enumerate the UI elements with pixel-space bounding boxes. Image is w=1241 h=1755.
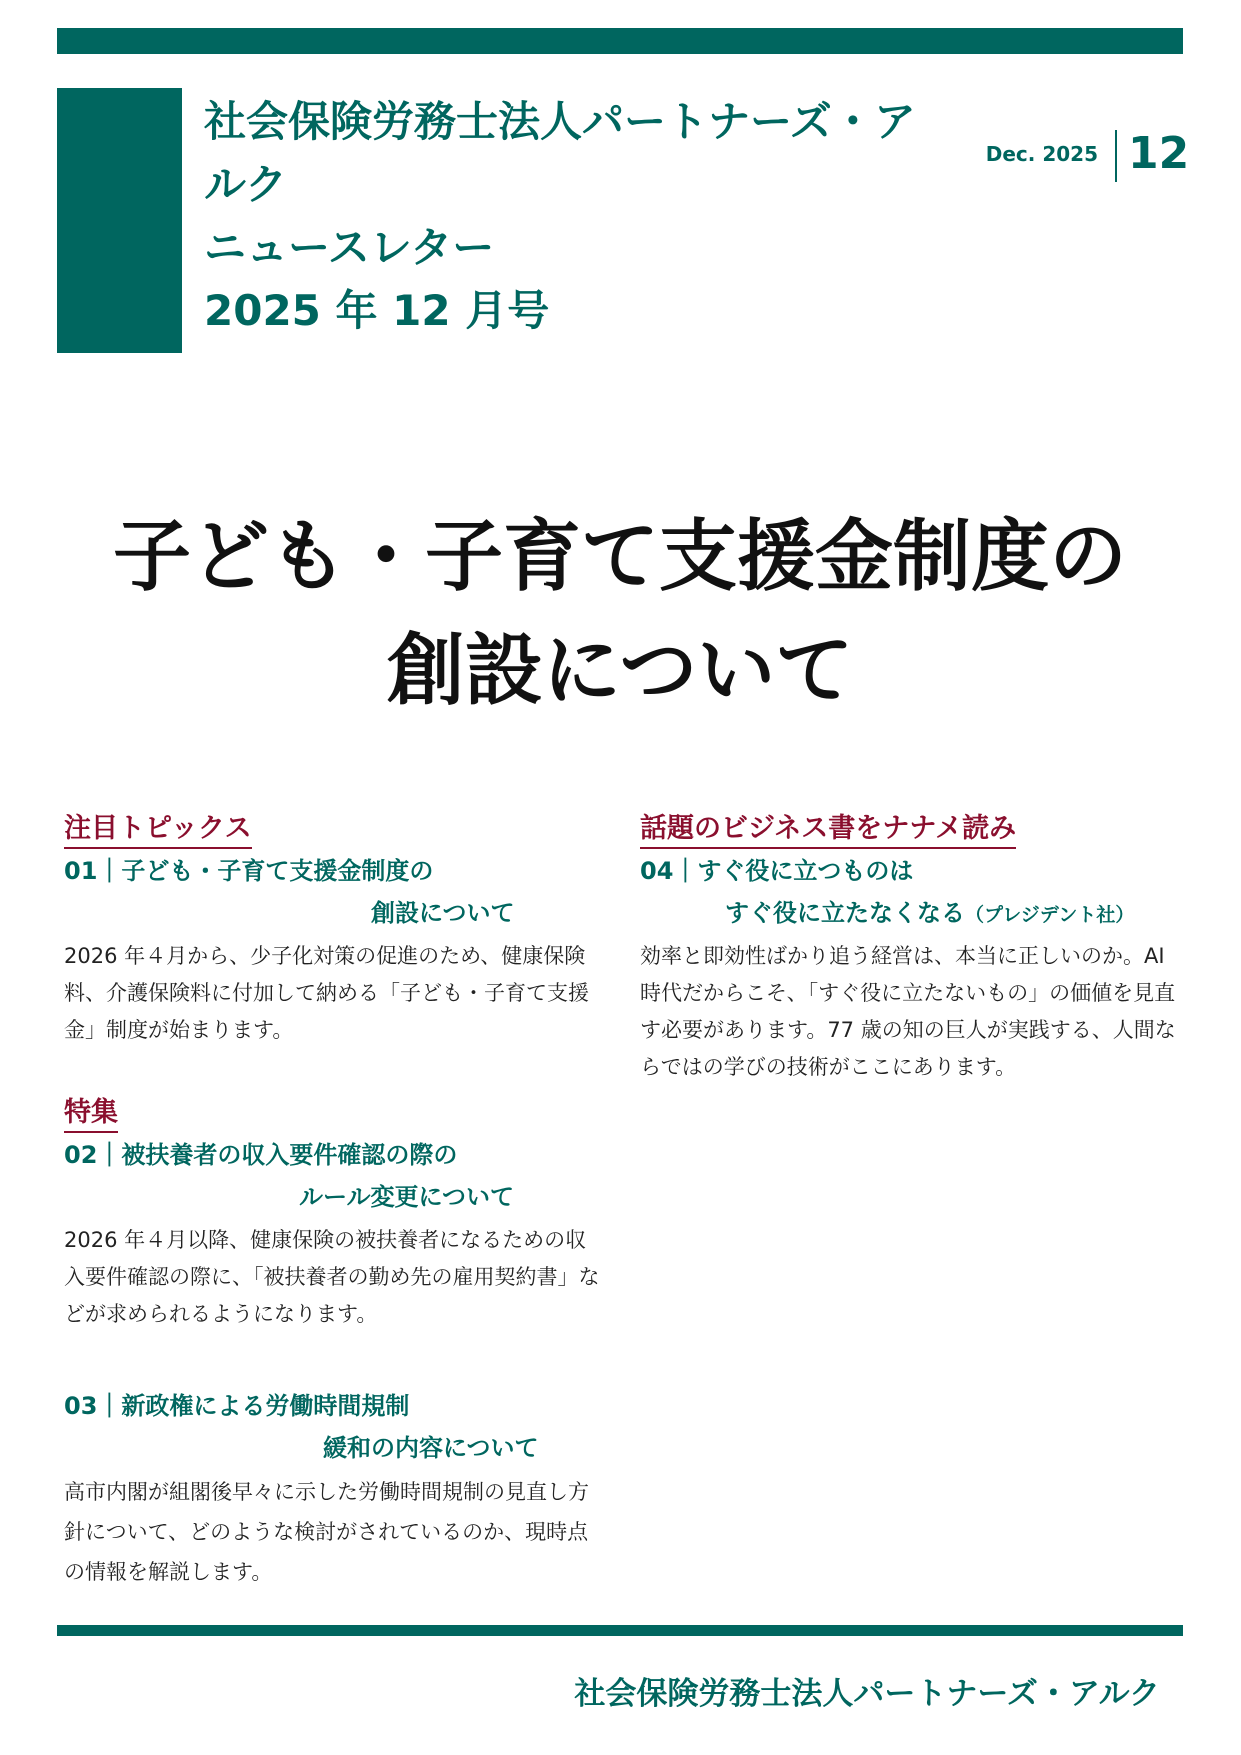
issue-number: 12 (1128, 128, 1190, 179)
masthead-color-block (57, 88, 182, 353)
section-heading-feature: 特集 (64, 1090, 118, 1133)
article-title-line: 04｜すぐ役に立つものは (640, 857, 914, 885)
article-title-line: 02｜被扶養者の収入要件確認の際の (64, 1141, 458, 1169)
article-title-line: すぐ役に立たなくなる (725, 899, 965, 927)
article-title-line: ルール変更について (299, 1183, 515, 1211)
article-title-line: 01｜子ども・子育て支援金制度の (64, 857, 434, 885)
article-title-line: 創設について (371, 899, 515, 927)
masthead-line: ルク (204, 160, 288, 209)
article-01-title[interactable] (64, 850, 515, 934)
article-03-body: 高市内閣が組閣後早々に示した労働時間規制の見直し方針について、どのような検討がされているのか、現時点の情報を解説します。 (64, 1480, 589, 1584)
main-title-line: 子ども・子育て支援金制度の (112, 512, 1127, 602)
masthead-line: ニュースレター (204, 223, 495, 272)
footer-firm-name: 社会保険労務士法人パートナーズ・アルク (574, 1676, 1160, 1712)
article-02-body: 2026 年４月以降、健康保険の被扶養者になるための収入要件確認の際に、「被扶養者の勤め先の雇用契約書」などが求められるようになります。 (64, 1228, 600, 1326)
masthead-line: 2025 年 12 月号 (204, 286, 550, 335)
top-rule (57, 28, 1183, 54)
bottom-rule (57, 1625, 1183, 1636)
masthead (204, 90, 984, 342)
article-title-line: 緩和の内容について (323, 1434, 539, 1462)
issue-date: Dec. 2025 (985, 142, 1098, 166)
section-heading-books: 話題のビジネス書をナナメ読み (640, 806, 1016, 849)
article-04-body: 効率と即効性ばかり追う経営は、本当に正しいのか。AI 時代だからこそ、「すぐ役に立たないもの」の価値を見直す必要があります。77 歳の知の巨人が実践する、人間ならではの学びの技術がここにあります。 (640, 944, 1176, 1079)
publisher-label: （プレジデント社） (965, 904, 1135, 926)
article-02-title[interactable] (64, 1134, 514, 1218)
masthead-line: 社会保険労務士法人パートナーズ・ア (204, 97, 916, 146)
issue-divider (1115, 130, 1117, 182)
article-03-title[interactable] (64, 1385, 539, 1469)
main-title-line: 創設について (386, 626, 854, 716)
article-04-title[interactable] (640, 850, 1134, 936)
article-01-body: 2026 年４月から、少子化対策の促進のため、健康保険料、介護保険料に付加して納める「子ども・子育て支援金」制度が始まります。 (64, 944, 589, 1042)
section-heading-topics: 注目トピックス (64, 806, 252, 849)
main-title (60, 500, 1180, 728)
article-title-line: 03｜新政権による労働時間規制 (64, 1392, 410, 1420)
